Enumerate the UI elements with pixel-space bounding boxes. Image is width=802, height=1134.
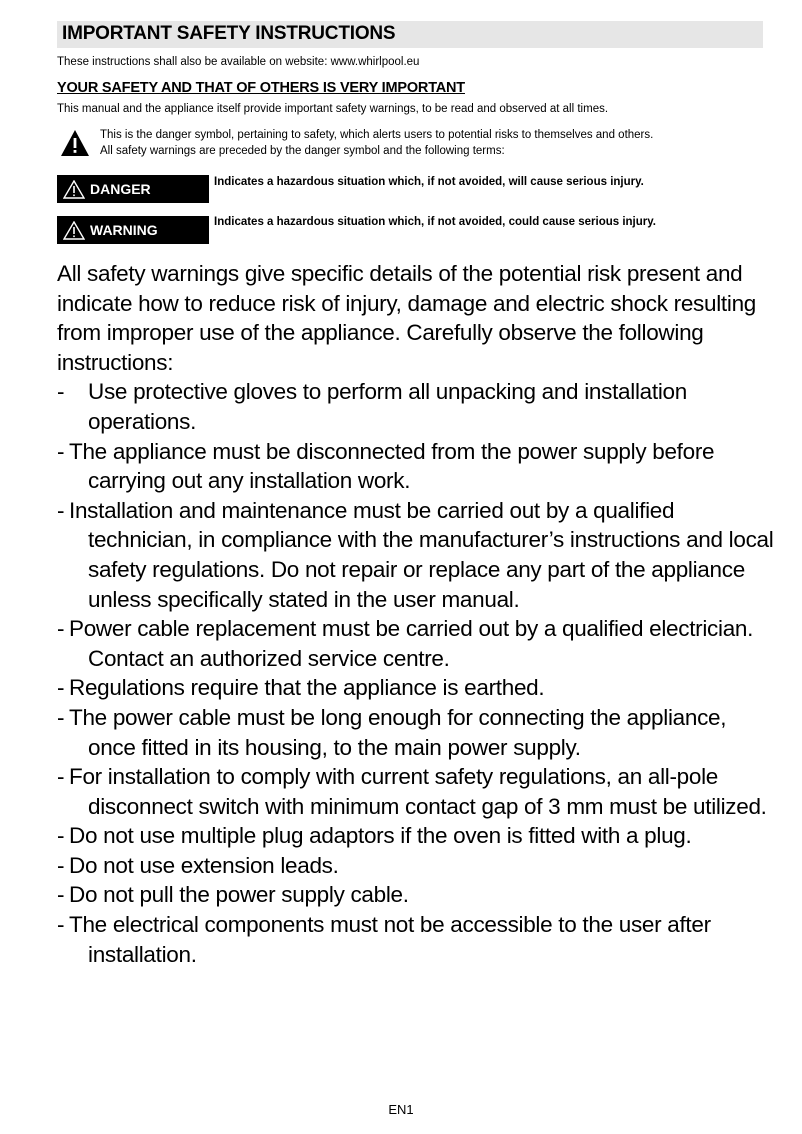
list-item: - Installation and maintenance must be carried out by a qualified technician, in compliance with the manufacturer’s instructions and local safety regulations. Do not repair or replace any part of the appliance unless specifically stated in the user manual. xyxy=(57,497,774,612)
list-item: - The power cable must be long enough for connecting the appliance, once fitted in its housing, to the main power supply. xyxy=(57,704,727,760)
warning-triangle-icon xyxy=(60,129,90,157)
instructions-body xyxy=(57,259,777,969)
list-item: - Do not use extension leads. xyxy=(57,852,339,878)
list-item: - Do not pull the power supply cable. xyxy=(57,882,409,908)
list-item: - The electrical components must not be accessible to the user after installation. xyxy=(57,912,711,967)
section-heading: YOUR SAFETY AND THAT OF OTHERS IS VERY IMPORTANT xyxy=(57,80,465,96)
list-item: - Use protective gloves to perform all unpacking and installation operations. xyxy=(57,379,687,434)
website-note: These instructions shall also be available on website: www.whirlpool.eu xyxy=(57,56,420,68)
danger-description: Indicates a hazardous situation which, if not avoided, will cause serious injury. xyxy=(214,176,644,188)
symbol-line-1: This is the danger symbol, pertaining to safety, which alerts users to potential risks to themselves and others. xyxy=(100,129,654,141)
warning-label-text: WARNING xyxy=(90,222,158,238)
list-item: - For installation to comply with current safety regulations, an all-pole disconnect switch with minimum contact gap of 3 mm must be utilized. xyxy=(57,764,767,819)
title-bar xyxy=(57,21,763,48)
list-item: - Regulations require that the appliance is earthed. xyxy=(57,675,545,701)
page-number: EN1 xyxy=(388,1102,414,1117)
warning-description: Indicates a hazardous situation which, if not avoided, could cause serious injury. xyxy=(214,216,656,228)
body-intro: All safety warnings give specific details of the potential risk present and indicate how to reduce risk of injury, damage and electric shock resulting from improper use of the appliance. Carefully observe the following instructions: xyxy=(57,261,756,375)
warning-warning-icon xyxy=(63,221,85,240)
intro-note: This manual and the appliance itself provide important safety warnings, to be read and observed at all times. xyxy=(57,103,609,115)
list-item: - Power cable replacement must be carried out by a qualified electrician. Contact an authorized service centre. xyxy=(57,616,754,671)
page-title: IMPORTANT SAFETY INSTRUCTIONS xyxy=(62,23,396,44)
danger-label-text: DANGER xyxy=(90,181,151,197)
danger-warning-icon xyxy=(63,180,85,199)
warning-label xyxy=(57,216,209,244)
danger-label xyxy=(57,175,209,203)
list-item: - Do not use multiple plug adaptors if the oven is fitted with a plug. xyxy=(57,823,692,849)
instruction-list xyxy=(57,377,777,969)
symbol-line-2: All safety warnings are preceded by the danger symbol and the following terms: xyxy=(100,145,505,157)
list-item: - The appliance must be disconnected from the power supply before carrying out any installation work. xyxy=(57,438,715,494)
